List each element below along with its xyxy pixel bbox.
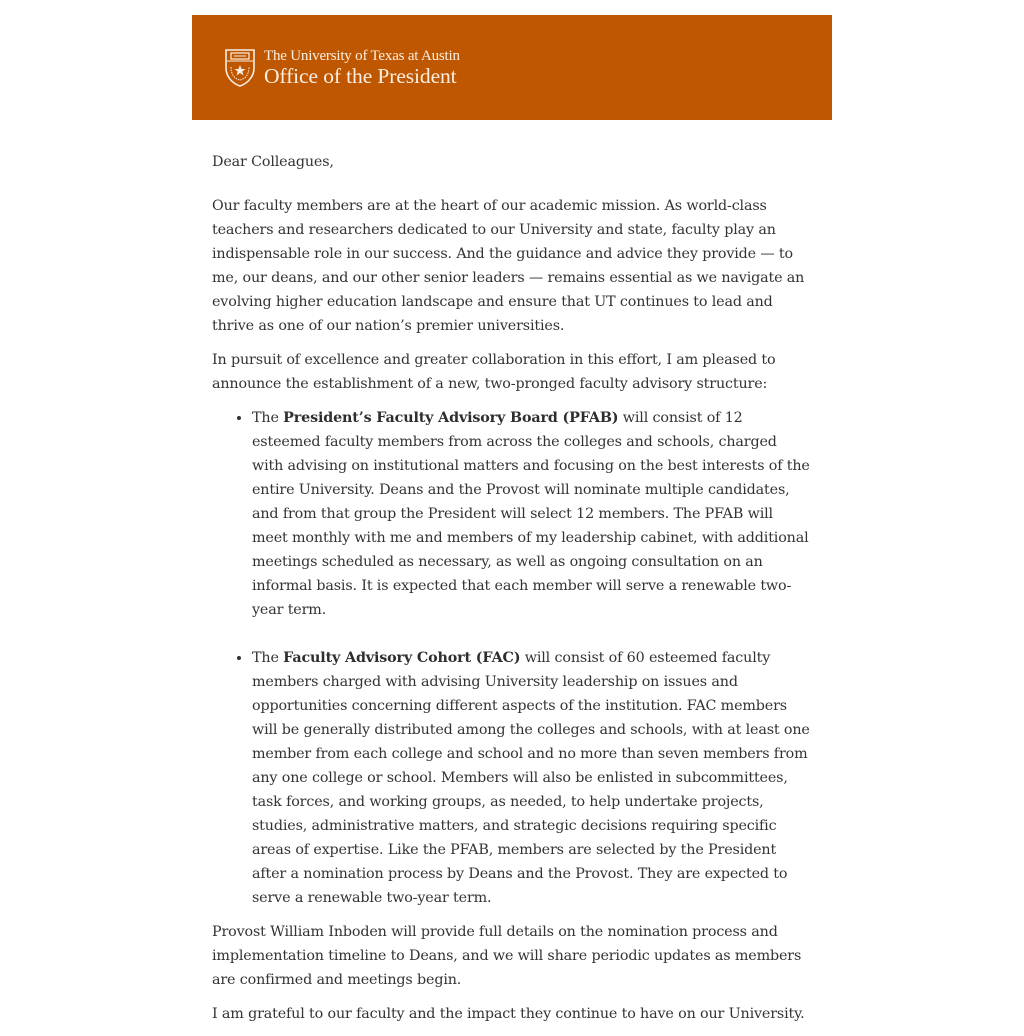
institution-name: The University of Texas at Austin	[264, 47, 460, 64]
paragraph: I am grateful to our faculty and the impact they continue to have on our University.	[212, 1006, 805, 1022]
bullet-prefix: The	[252, 650, 284, 666]
greeting: Dear Colleagues,	[212, 154, 334, 170]
fac-title: Faculty Advisory Cohort (FAC)	[283, 650, 521, 666]
advisory-structure-list	[212, 406, 812, 910]
header-banner	[192, 15, 832, 120]
list-item-fac	[252, 646, 812, 910]
paragraph: Our faculty members are at the heart of our academic mission. As world-class teachers and researchers dedicated to our University and state, faculty play an indispensable role in our success. And the guidance and advice they provide — to me, our deans, and our other senior leaders — remains essential as we navigate an evolving higher education landscape and ensure that UT continues to lead and thrive as one of our nation’s premier universities.	[212, 198, 805, 334]
list-item-pfab	[252, 406, 812, 622]
bullet-prefix: The	[252, 410, 284, 426]
office-name: Office of the President	[264, 63, 457, 88]
logo	[224, 48, 460, 88]
bullet-text: will consist of 60 esteemed faculty members charged with advising University leadership on issues and opportunities concerning different aspects of the institution. FAC members will be generally distributed among the colleges and schools, with at least one member from each college and school and no more than seven members from any one college or school. Members will also be enlisted in subcommittees, task forces, and working groups, as needed, to help undertake projects, studies, administrative matters, and strategic decisions requiring specific areas of expertise. Like the PFAB, members are selected by the President after a nomination process by Deans and the Provost. They are expected to serve a renewable two-year term.	[252, 650, 810, 906]
email-container	[192, 15, 832, 1036]
letter-body	[192, 120, 832, 1026]
pfab-title: President’s Faculty Advisory Board (PFAB)	[283, 410, 619, 426]
ut-seal-icon	[224, 48, 256, 88]
paragraph: In pursuit of excellence and greater collaboration in this effort, I am pleased to announce the establishment of a new, two-pronged faculty advisory structure:	[212, 352, 776, 392]
paragraph: Provost William Inboden will provide full details on the nomination process and implementation timeline to Deans, and we will share periodic updates as members are confirmed and meetings begin.	[212, 924, 802, 988]
bullet-text: will consist of 12 esteemed faculty members from across the colleges and schools, charged with advising on institutional matters and focusing on the best interests of the entire University. Deans and the Provost will nominate multiple candidates, and from that group the President will select 12 members. The PFAB will meet monthly with me and members of my leadership cabinet, with additional meetings scheduled as necessary, as well as ongoing consultation on an informal basis. It is expected that each member will serve a renewable two-year term.	[252, 410, 810, 618]
